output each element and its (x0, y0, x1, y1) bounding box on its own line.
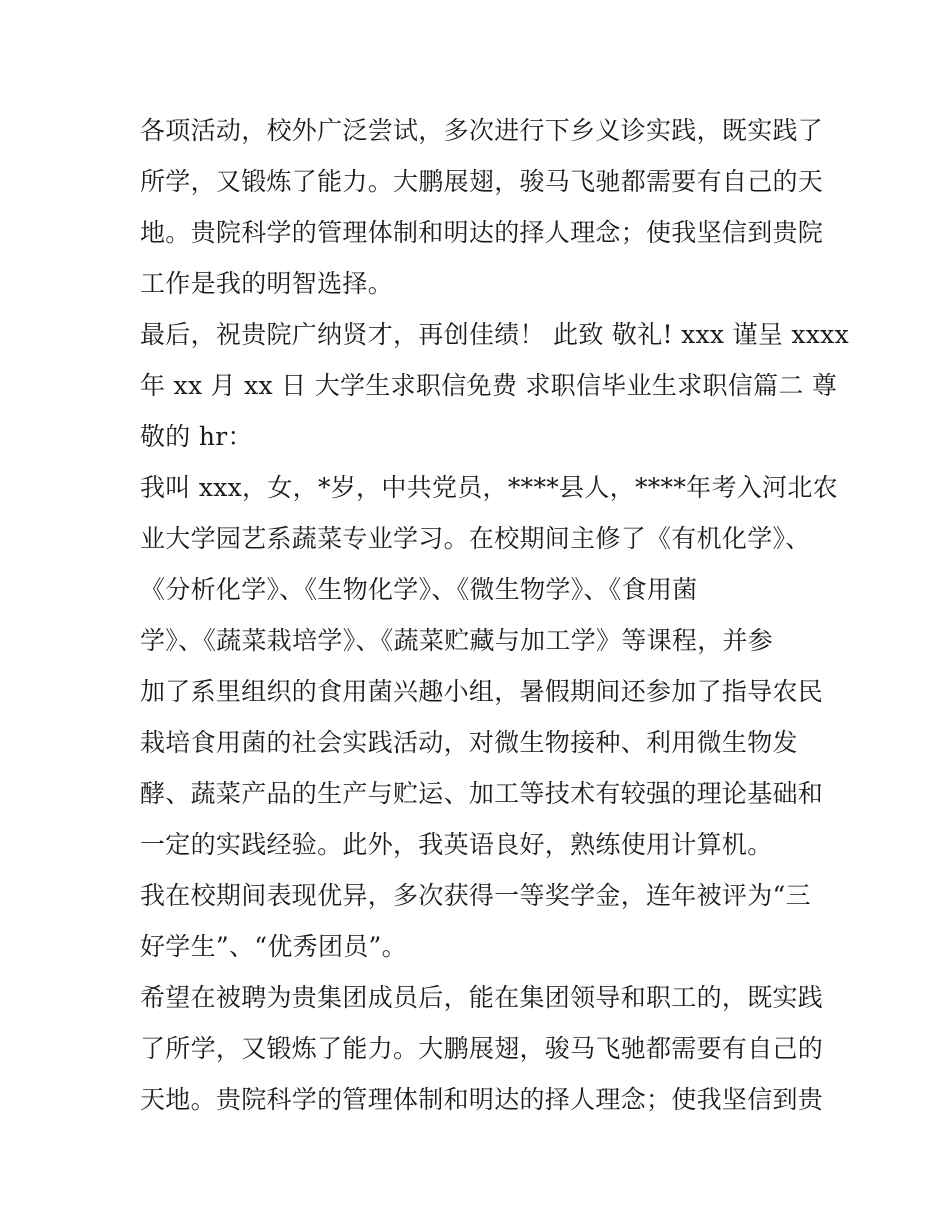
text-line: 酵、蔬菜产品的生产与贮运、加工等技术有较强的理论基础和 (140, 779, 824, 808)
text-line: 《分析化学》、《生物化学》、《微生物学》、《食用菌 (140, 575, 698, 604)
paragraph-introduction (140, 462, 838, 870)
text-line: 地。贵院科学的管理体制和明达的择人理念；使我坚信到贵院 (140, 218, 824, 247)
text-line: 加了系里组织的食用菌兴趣小组，暑假期间还参加了指导农民 (140, 677, 824, 706)
paragraph-closing (140, 309, 849, 462)
text-line: 学》、《蔬菜栽培学》、《蔬菜贮藏与加工学》等课程，并参 (140, 626, 774, 655)
document-body (140, 105, 849, 1125)
text-line: 最后，祝贵院广纳贤才，再创佳绩！ 此致 敬礼! xxx 谨呈 xxxx (140, 320, 849, 349)
text-line: 希望在被聘为贵集团成员后，能在集团领导和职工的，既实践 (140, 983, 824, 1012)
text-line: 敬的 hr： (140, 422, 253, 451)
text-line: 栽培食用菌的社会实践活动，对微生物接种、利用微生物发 (140, 728, 798, 757)
text-line: 我叫 xxx，女，*岁，中共党员，****县人，****年考入河北农 (140, 473, 838, 502)
text-line: 我在校期间表现优异，多次获得一等奖学金，连年被评为“三 (140, 881, 811, 910)
paragraph-achievements (140, 870, 820, 972)
text-line: 好学生”、“优秀团员”。 (140, 932, 407, 961)
text-line: 所学，又锻炼了能力。大鹏展翅，骏马飞驰都需要有自己的天 (140, 167, 824, 196)
text-line: 了所学，又锻炼了能力。大鹏展翅，骏马飞驰都需要有自己的 (140, 1034, 824, 1063)
text-line: 工作是我的明智选择。 (140, 269, 394, 298)
text-line: 业大学园艺系蔬菜专业学习。在校期间主修了《有机化学》、 (140, 524, 811, 553)
paragraph-hope (140, 972, 824, 1125)
text-line: 年 xx 月 xx 日 大学生求职信免费 求职信毕业生求职信篇二 尊 (140, 371, 838, 400)
text-line: 一定的实践经验。此外，我英语良好，熟练使用计算机。 (140, 830, 773, 859)
paragraph-activities (140, 105, 824, 309)
text-line: 各项活动，校外广泛尝试，多次进行下乡义诊实践，既实践了 (140, 116, 824, 145)
text-line: 天地。贵院科学的管理体制和明达的择人理念；使我坚信到贵 (140, 1085, 824, 1114)
